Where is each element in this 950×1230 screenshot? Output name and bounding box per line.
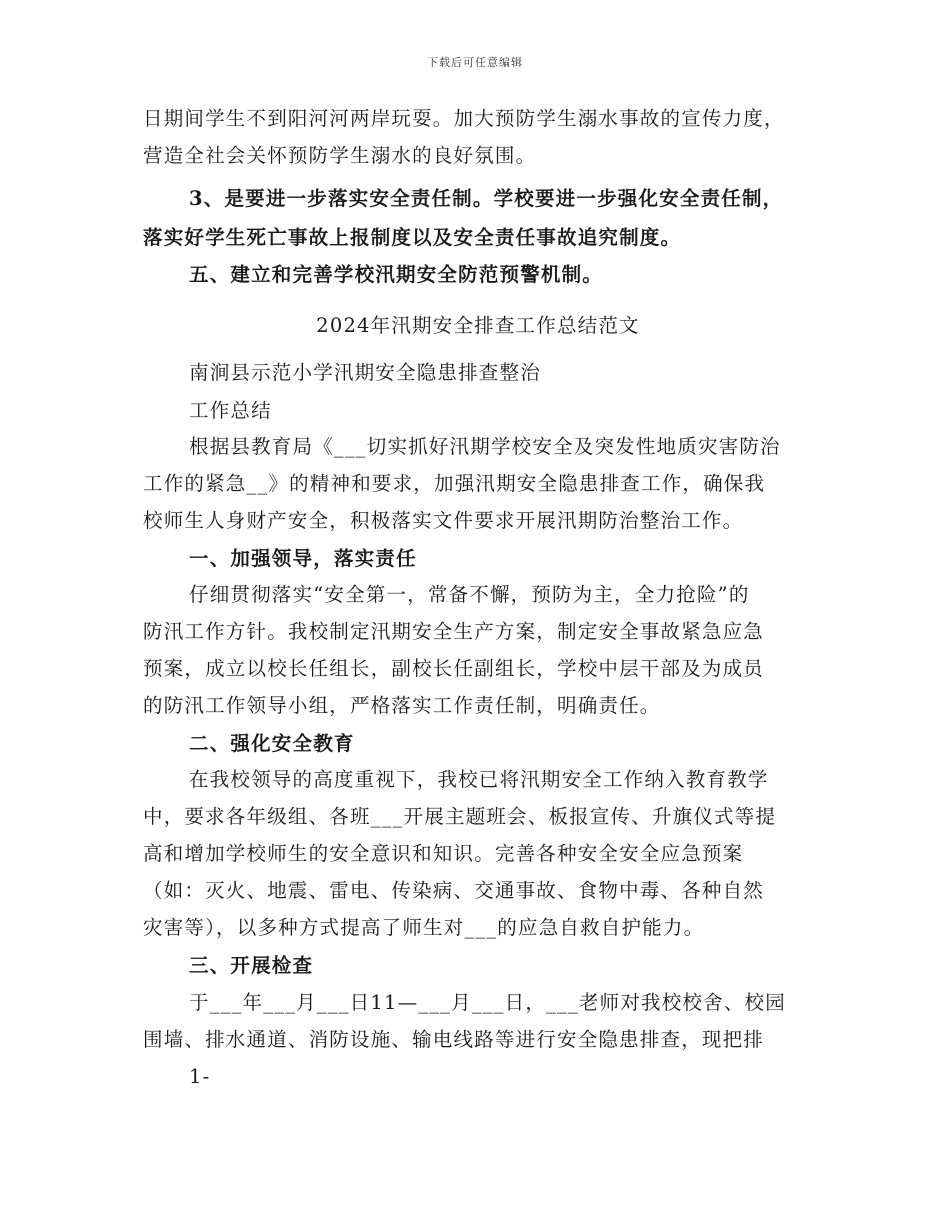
text-line: 仔细贯彻落实“安全第一，常备不懈，预防为主，全力抢险”的	[189, 583, 750, 606]
text-line: 日期间学生不到阳河河两岸玩耍。加大预防学生溺水事故的宣传力度，	[143, 107, 785, 130]
text-line: 围墙、排水通道、消防设施、输电线路等进行安全隐患排查，现把排	[143, 1028, 765, 1051]
text-line: 根据县教育局《___切实抓好汛期学校安全及突发性地质灾害防治	[189, 435, 781, 458]
text-line: 南涧县示范小学汛期安全隐患排查整治	[189, 361, 541, 384]
text-line: 中，要求各年级组、各班___开展主题班会、板报宣传、升旗仪式等提	[143, 805, 777, 828]
article-title: 2024年汛期安全排查工作总结范文	[316, 314, 640, 337]
text-line: 校师生人身财产安全，积极落实文件要求开展汛期防治整治工作。	[143, 509, 744, 532]
text-line: 在我校领导的高度重视下，我校已将汛期安全工作纳入教育教学	[189, 768, 769, 791]
section-heading: 三、开展检查	[189, 954, 314, 977]
text-line: 工作的紧急__》的精神和要求，加强汛期安全隐患排查工作，确保我	[143, 472, 766, 495]
page-number: 1-	[189, 1065, 211, 1088]
text-line: 灾害等），以多种方式提高了师生对___的应急自救自护能力。	[143, 916, 705, 939]
section-heading: 一、加强领导，落实责任	[189, 547, 417, 570]
text-line: 防汛工作方针。我校制定汛期安全生产方案，制定安全事故紧急应急	[143, 620, 765, 643]
page-header-note: 下载后可任意编辑	[427, 56, 523, 69]
text-line: 营造全社会关怀预防学生溺水的良好氛围。	[143, 144, 537, 167]
text-line: 于___年___月___日11—___月___日，___老师对我校校舍、校园	[189, 991, 786, 1014]
text-line: 工作总结	[189, 399, 272, 422]
text-line-bold: 3、是要进一步落实安全责任制。学校要进一步强化安全责任制，	[189, 187, 784, 210]
text-line-bold: 落实好学生死亡事故上报制度以及安全责任事故追究制度。	[143, 226, 682, 249]
text-line: 的防汛工作领导小组，严格落实工作责任制，明确责任。	[143, 694, 661, 717]
text-line: 预案，成立以校长任组长，副校长任副组长，学校中层干部及为成员	[143, 657, 765, 680]
text-line: 高和增加学校师生的安全意识和知识。完善各种安全安全应急预案	[143, 842, 744, 865]
text-line-bold: 五、建立和完善学校汛期安全防范预警机制。	[189, 263, 604, 286]
text-line: （如：灭火、地震、雷电、传染病、交通事故、食物中毒、各种自然	[143, 879, 765, 902]
section-heading: 二、强化安全教育	[189, 732, 355, 755]
